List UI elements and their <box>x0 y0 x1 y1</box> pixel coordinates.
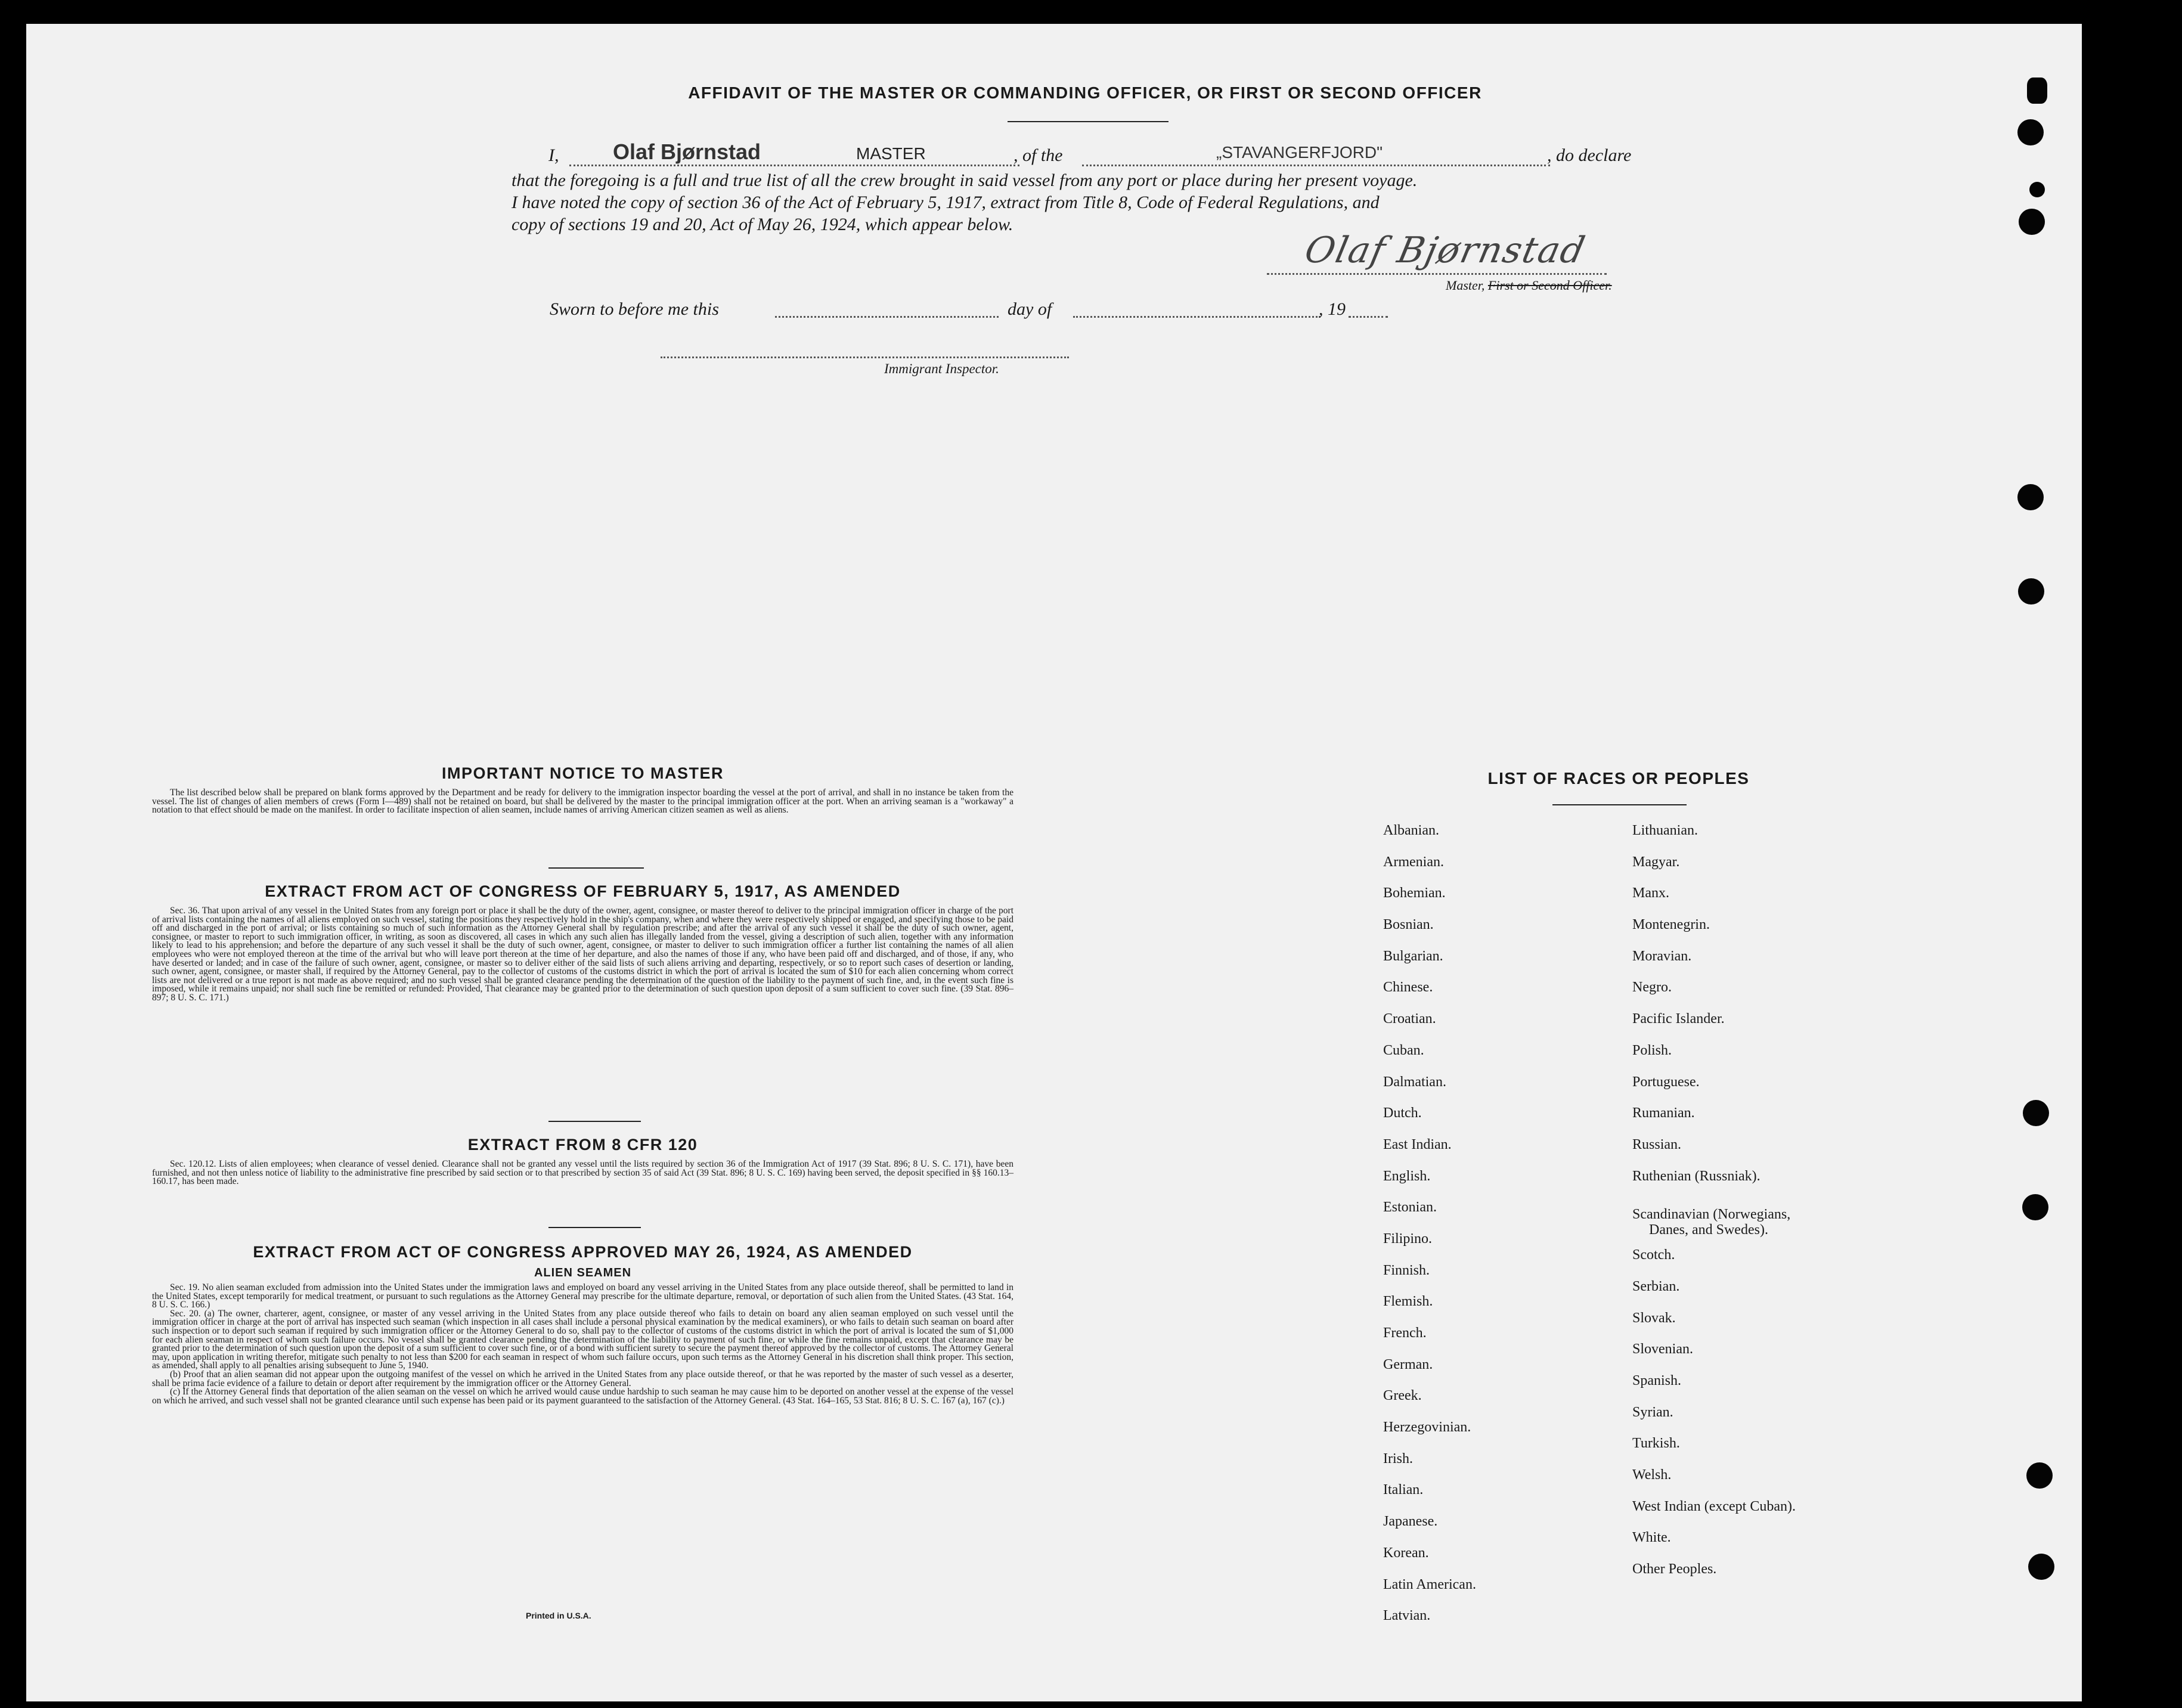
punch-hole <box>2017 119 2044 145</box>
extract-1924-subtitle: ALIEN SEAMEN <box>534 1266 632 1279</box>
race-item: Latvian. <box>1383 1608 1431 1624</box>
races-column-1 <box>1383 823 1476 1639</box>
sworn-label: Sworn to before me this <box>550 299 719 319</box>
race-item: Negro. <box>1632 979 1672 996</box>
punch-hole <box>2017 484 2044 510</box>
race-item: Italian. <box>1383 1482 1424 1498</box>
race-item: East Indian. <box>1383 1136 1452 1152</box>
punch-hole <box>2029 182 2045 197</box>
year-label: , 19 <box>1319 299 1346 319</box>
extract-1924-section <box>152 1243 1013 1405</box>
race-item: Filipino. <box>1383 1230 1433 1247</box>
section-rule <box>548 1227 641 1228</box>
notice-body: The list described below shall be prepared on blank forms approved by the Department and be ready for delivery to the immigration inspector boarding the vessel at the port of arrival, and shall in no instance be taken from the vessel. The list of changes of alien members of crews (Form I—489) shall not be retained on board, but shall be delivered by the master to the principal immigration officer at the port. When an arriving seaman is a "workaway" a notation to that effect should be made on the manifest. In order to facilitate inspection of alien seamen, include names of arriving American citizen seamen as well as aliens. <box>152 788 1013 816</box>
notice-section <box>152 764 1013 815</box>
title-rule <box>1008 121 1169 122</box>
race-item: Spanish. <box>1632 1373 1682 1388</box>
master-label: Master, <box>1446 278 1485 293</box>
extract-cfr-title: EXTRACT FROM 8 CFR 120 <box>467 1136 698 1154</box>
affidavit-line3: I have noted the copy of section 36 of the Act of February 5, 1917, extract from Title 8, Code of Federal Regulations, and <box>512 193 1380 212</box>
extract-cfr-section <box>152 1136 1013 1186</box>
do-declare-label: , do declare <box>1547 145 1632 165</box>
extract-1924-title: EXTRACT FROM ACT OF CONGRESS APPROVED MAY 26, 1924, AS AMENDED <box>253 1243 913 1261</box>
notice-title: IMPORTANT NOTICE TO MASTER <box>442 764 724 782</box>
race-item: Bosnian. <box>1383 917 1434 933</box>
affidavit-line2: that the foregoing is a full and true list of all the crew brought in said vessel from any port or place during her present voyage. <box>512 171 1418 190</box>
signature-caption <box>1446 278 1612 293</box>
race-item: Slovenian. <box>1632 1341 1693 1357</box>
race-item: Russian. <box>1632 1136 1682 1152</box>
i-label: I, <box>548 145 559 165</box>
race-item: Chinese. <box>1383 979 1433 996</box>
signature: Olaf Bjørnstad <box>1301 230 1590 271</box>
race-item: Dutch. <box>1383 1105 1422 1121</box>
punch-hole <box>2023 1100 2049 1126</box>
sworn-day-dots <box>775 316 999 318</box>
extract-1917-title: EXTRACT FROM ACT OF CONGRESS OF FEBRUARY 5, 1917, AS AMENDED <box>265 882 901 900</box>
race-item: Lithuanian. <box>1632 823 1698 838</box>
affidavit-line1 <box>548 145 559 166</box>
inspector-dotted-line <box>661 357 1069 358</box>
race-item: Danes, and Swedes). <box>1649 1222 1768 1238</box>
race-item: White. <box>1632 1530 1671 1546</box>
race-item: Bulgarian. <box>1383 948 1443 964</box>
punch-hole <box>2018 578 2044 605</box>
races-column-2 <box>1632 823 1796 1593</box>
extract-1924-sec20b: (b) Proof that an alien seaman did not appear upon the outgoing manifest of the vessel on which he arrived in the United States from any place outside thereof, or that he was reported by the master of such vessel as a deserter, shall be prima facie evidence of a failure to detain or deport after requirement by the immigration officer or the Attorney General. <box>152 1369 1013 1388</box>
section-rule <box>548 1121 641 1122</box>
races-title-rule <box>1552 804 1687 805</box>
race-item: French. <box>1383 1325 1427 1341</box>
rank-field: MASTER <box>856 144 926 163</box>
race-item: Moravian. <box>1632 948 1692 964</box>
inspector-label: Immigrant Inspector. <box>884 361 999 376</box>
punch-hole <box>2019 209 2045 235</box>
race-item: Rumanian. <box>1632 1105 1695 1121</box>
master-name-field: Olaf Bjørnstad <box>613 140 761 164</box>
section-rule <box>548 867 644 869</box>
race-item: Greek. <box>1383 1388 1422 1404</box>
race-item: English. <box>1383 1168 1431 1184</box>
race-item: Magyar. <box>1632 854 1680 870</box>
punch-hole <box>2022 1194 2048 1220</box>
race-item: Estonian. <box>1383 1199 1437 1216</box>
race-item: Scandinavian (Norwegians, <box>1632 1207 1791 1223</box>
signature-dotted-line <box>1267 273 1607 275</box>
affidavit-line4: copy of sections 19 and 20, Act of May 26, 1924, which appear below. <box>512 215 1013 234</box>
affidavit-title: AFFIDAVIT OF THE MASTER OR COMMANDING OFFICER, OR FIRST OR SECOND OFFICER <box>688 83 1482 102</box>
race-item: Pacific Islander. <box>1632 1011 1725 1027</box>
day-of-label: day of <box>1008 299 1052 319</box>
extract-1917-section <box>152 882 1013 1003</box>
race-item: Montenegrin. <box>1632 917 1710 933</box>
race-item: Serbian. <box>1632 1278 1680 1294</box>
race-item: Flemish. <box>1383 1294 1433 1310</box>
race-item: German. <box>1383 1356 1433 1372</box>
extract-1924-sec19: Sec. 19. No alien seaman excluded from admission into the United States under the immigration laws and employed on board any vessel arriving in the United States from any place outside thereof, shall be permitted to land in the United States, except temporarily for medical treatment, or pursuant to such regulations as the Attorney General may prescribe for the ultimate departure, removal, or deportation of such alien from the United States. (43 Stat. 164, 8 U. S. C. 166.) <box>152 1282 1013 1310</box>
printed-in-usa: Printed in U.S.A. <box>526 1611 591 1620</box>
extract-cfr-body: Sec. 120.12. Lists of alien employees; when clearance of vessel denied. Clearance shall not be granted any vessel until the lists required by section 36 of the Immigration Act of 1917 (39 Stat. 896; 8 U. S. C. 171), have been furnished, and not then unless notice of liability to the administrative fine prescribed by said section or to that prescribed by section 35 of said Act (39 Stat. 896; 8 U. S. C. 169) having been served, the deposit specified in §§ 160.13–160.17, has been made. <box>152 1159 1013 1187</box>
race-item: Welsh. <box>1632 1467 1672 1483</box>
race-item: Manx. <box>1632 885 1669 901</box>
name-dotted-line <box>569 165 1019 166</box>
sworn-month-dots <box>1073 316 1321 318</box>
race-item: Korean. <box>1383 1545 1429 1561</box>
race-item: Ruthenian (Russniak). <box>1632 1168 1761 1184</box>
extract-1924-sec20c: (c) If the Attorney General finds that deportation of the alien seaman on the vessel on which he arrived would cause undue hardship to such seaman he may cause him to be deported on another vessel at the expense of the vessel on which he arrived, and such vessel shall not be granted clearance until such expense has been paid or its payment guaranteed to the satisfaction of the Attorney General. (43 Stat. 164–165, 53 Stat. 816; 8 U. S. C. 167 (a), 167 (c).) <box>152 1387 1013 1406</box>
race-item: Latin American. <box>1383 1576 1476 1592</box>
race-item: Armenian. <box>1383 854 1444 870</box>
vessel-field: „STAVANGERFJORD" <box>1216 143 1383 162</box>
race-item: Other Peoples. <box>1632 1561 1717 1577</box>
race-item: Bohemian. <box>1383 885 1446 901</box>
race-item: Scotch. <box>1632 1247 1675 1263</box>
race-item: Herzegovinian. <box>1383 1419 1471 1436</box>
race-item: Japanese. <box>1383 1514 1438 1530</box>
race-item: Finnish. <box>1383 1262 1430 1278</box>
race-item: Albanian. <box>1383 823 1439 838</box>
race-item: Turkish. <box>1632 1436 1680 1452</box>
race-item: Dalmatian. <box>1383 1074 1446 1090</box>
extract-1917-body: Sec. 36. That upon arrival of any vessel in the United States from any foreign port or place it shall be the duty of the owner, agent, consignee, or master thereof to deliver to the principal immigration officer in charge of the port of arrival lists containing the names of all aliens employed on such vessel, stating the positions they respectively hold in the ship's company, when and where they were respectively shipped or engaged, and specifying those to be paid off and discharged in the port of arrival; or lists containing so much of such information as the Attorney General shall by regulation prescribe; and after the arrival of any such vessel it shall be the duty of such owner, agent, consignee, or master to report to such immigration officer, in writing, as soon as discovered, all cases in which any such alien has illegally landed from the vessel, giving a description of such alien, together with any information likely to lead to his apprehension; and before the departure of any such vessel it shall be the duty of such owner, agent, consignee, or master to deliver to such immigration officer a further list containing the names of all alien employees who were not employed thereon at the time of the arrival but who will leave port thereon at the time of her departure, and also the names of those if any, who have been paid off and discharged, and of those, if any, who have deserted or landed; and in case of the failure of such owner, agent, consignee, or master so to deliver either of the said lists of such aliens arriving and departing, respectively, or so to report such cases of desertion or landing, such owner, agent, consignee, or master shall, if required by the Attorney General, pay to the collector of customs of the customs district in which the port of arrival is located the sum of $10 for each alien concerning whom correct lists are not delivered or a true report is not made as above required; and no such vessel shall be granted clearance pending the determination of the question of the liability to the payment of such fine, and, in the event such fine is imposed, while it remains unpaid; nor shall such fine be remitted or refunded: Provided, That clearance may be granted prior to the determination of such question upon deposit of a sum sufficient to cover such fine. (39 Stat. 896–897; 8 U. S. C. 171.) <box>152 906 1013 1003</box>
of-the-label: , of the <box>1013 145 1063 165</box>
race-item: West Indian (except Cuban). <box>1632 1498 1796 1514</box>
sworn-year-dots <box>1349 316 1388 318</box>
race-item: Portuguese. <box>1632 1074 1700 1090</box>
vessel-dotted-line <box>1082 165 1550 166</box>
race-item: Irish. <box>1383 1450 1413 1467</box>
punch-hole <box>2026 1462 2053 1489</box>
race-item: Polish. <box>1632 1042 1672 1058</box>
race-item: Slovak. <box>1632 1310 1676 1326</box>
races-title: LIST OF RACES OR PEOPLES <box>1487 769 1750 788</box>
race-item: Croatian. <box>1383 1011 1436 1027</box>
race-item: Syrian. <box>1632 1404 1673 1420</box>
extract-1924-sec20a: Sec. 20. (a) The owner, charterer, agent, consignee, or master of any vessel arriving in the United States from any place outside thereof who fails to detain on board any alien seaman employed on such vessel until the immigration officer in charge at the port of arrival has inspected such seaman (which inspection in all cases shall include a personal physical examination by the medical examiners), or who fails to detain such seaman on board after such inspection or to deport such seaman if required by such immigration officer or the Attorney General to do so, shall pay to the collector of customs of the customs district in which the port of arrival is located the sum of $1,000 for each alien seaman in respect of whom such failure occurs. No vessel shall be granted clearance pending the determination of the liability to payment of such fine, or while the fine remains unpaid, except that clearance may be granted prior to the determination of such question upon the deposit of a sum sufficient to cover such fine, or of a bond with sufficient surety to secure the payment thereof approved by the collector of customs. The Attorney General may, upon application in writing therefor, mitigate such penalty to not less than $200 for each seaman in respect of whom such failure occurs, upon such terms as the Attorney General in his discretion shall think proper. This section, as amended, shall apply to all penalties arising subsequent to June 5, 1940. <box>152 1308 1013 1371</box>
race-item: Cuban. <box>1383 1042 1424 1058</box>
punch-hole <box>2028 1554 2054 1580</box>
struck-officer-label: First or Second Officer. <box>1487 278 1612 293</box>
